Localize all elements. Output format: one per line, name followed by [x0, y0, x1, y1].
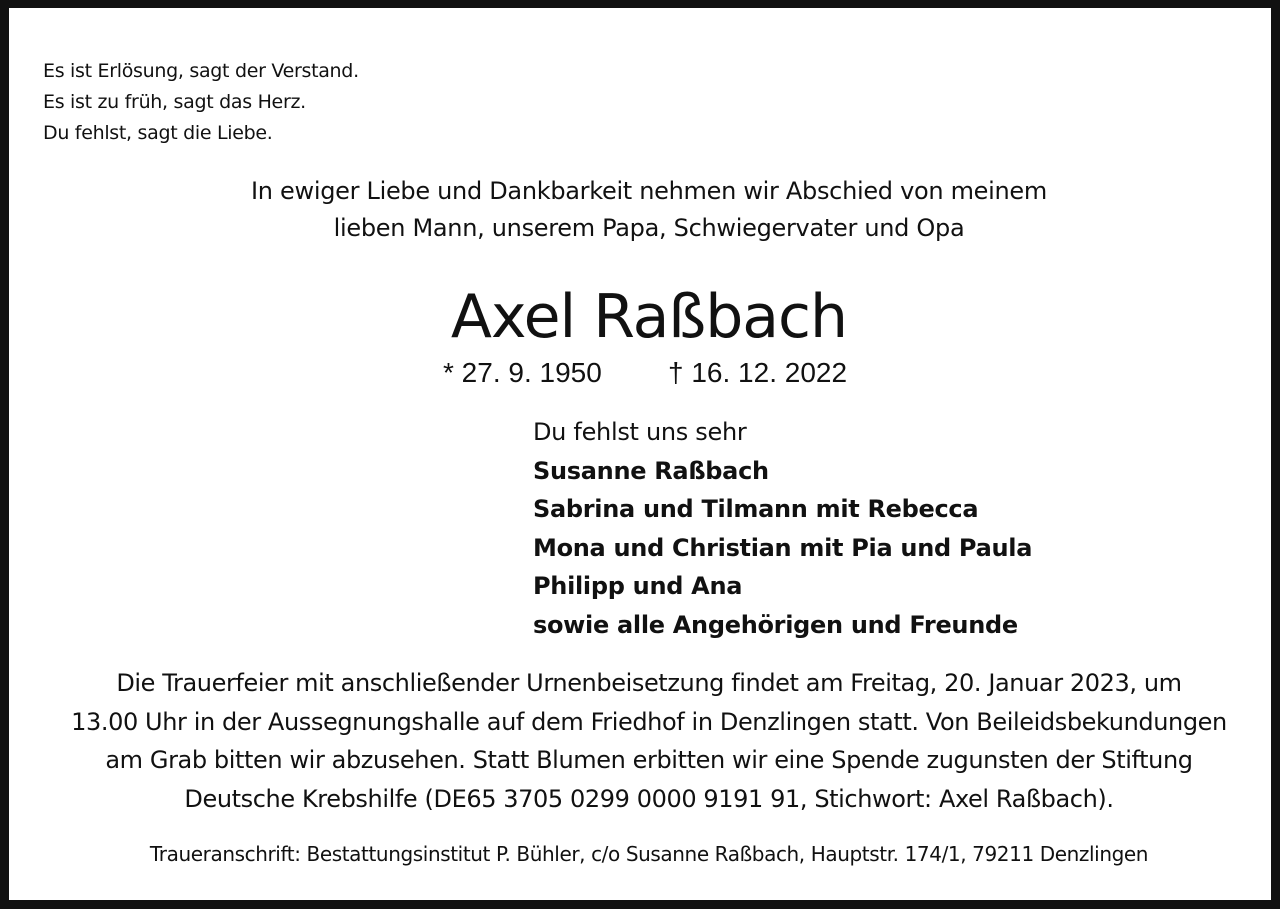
mourner-name: Mona und Christian mit Pia und Paula	[533, 533, 1033, 562]
mourning-address: Traueranschrift: Bestattungsinstitut P. Bühler, c/o Susanne Raßbach, Hauptstr. 174/1, 79211 Denzlingen	[149, 842, 1149, 866]
mourner-name: Sabrina und Tilmann mit Rebecca	[533, 495, 979, 524]
motto-line: Du fehlst, sagt die Liebe.	[43, 122, 273, 144]
intro-line: In ewiger Liebe und Dankbarkeit nehmen wir Abschied von meinem	[251, 177, 1047, 205]
service-line: am Grab bitten wir abzusehen. Statt Blumen erbitten wir eine Spende zugunsten der Stiftung	[105, 746, 1193, 774]
farewell-intro	[9, 173, 1280, 247]
birth-date: * 27. 9. 1950	[443, 357, 602, 388]
motto-line: Es ist zu früh, sagt das Herz.	[43, 91, 306, 113]
mourners-intro: Du fehlst uns sehr	[533, 418, 747, 446]
service-line: 13.00 Uhr in der Aussegnungshalle auf dem Friedhof in Denzlingen statt. Von Beileidsbekundungen	[71, 707, 1227, 736]
deceased-name: Axel Raßbach	[450, 282, 848, 352]
mourner-name: Susanne Raßbach	[533, 456, 769, 485]
service-line: Deutsche Krebshilfe (DE65 3705 0299 0000 9191 91, Stichwort: Axel Raßbach).	[184, 784, 1114, 813]
motto	[43, 56, 359, 149]
service-line: Die Trauerfeier mit anschließender Urnenbeisetzung findet am Freitag, 20. Januar 2023, um	[116, 669, 1182, 697]
motto-line: Es ist Erlösung, sagt der Verstand.	[43, 60, 359, 82]
death-date: † 16. 12. 2022	[668, 357, 848, 388]
intro-line: lieben Mann, unserem Papa, Schwiegervater und Opa	[333, 214, 965, 242]
mourner-name: Philipp und Ana	[533, 572, 743, 601]
mourner-name: sowie alle Angehörigen und Freunde	[533, 610, 1018, 639]
mourners-list	[533, 413, 1032, 645]
funeral-service-notice	[9, 664, 1280, 818]
